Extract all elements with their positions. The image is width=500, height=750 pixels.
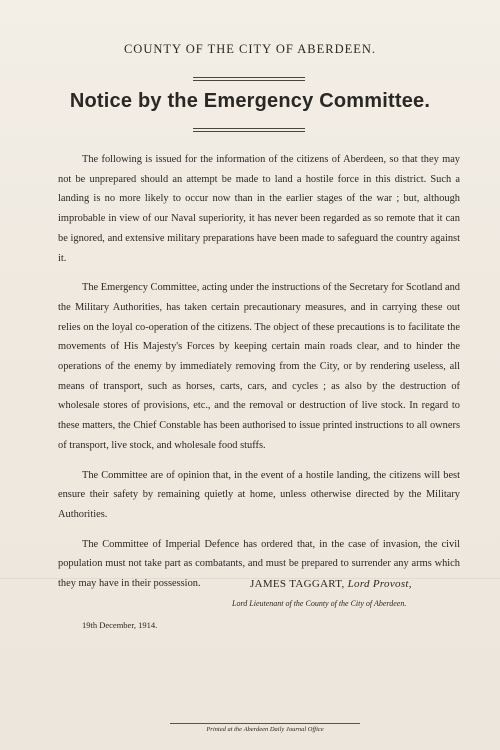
- printer-rule: [170, 723, 360, 724]
- signatory: [250, 578, 412, 590]
- paragraph-2: The Emergency Committee, acting under the instructions of the Secretary for Scotland and the Military Authorities, has taken certain precautionary measures, and in carrying these out relies on the loyal co-operation of the citizens. The object of these precautions is to facilitate the movements of His Majesty's Forces by keeping certain main roads clear, and to hinder the operations of the enemy by immediately removing from the City, or by rendering useless, all means of transport, such as horses, carts, cars, and cycles ; as also by the destruction of wholesale stores of provisions, etc., and the removal or destruction of live stock. In regard to these matters, the Chief Constable has been authorised to issue printed instructions to all owners of transport, live stock, and wholesale food stuffs.: [58, 282, 460, 451]
- title-rule-top: [193, 77, 305, 81]
- notice-body: [58, 150, 460, 604]
- signatory-role: Lord Provost,: [347, 578, 412, 590]
- title-rule-bottom: [193, 128, 305, 132]
- county-heading: COUNTY OF THE CITY OF ABERDEEN.: [123, 42, 377, 56]
- paragraph-3: The Committee are of opinion that, in the event of a hostile landing, the citizens will best ensure their safety by remaining quietly at home, unless otherwise directed by the Military Authorities.: [58, 469, 460, 520]
- paragraph-4: The Committee of Imperial Defence has ordered that, in the case of invasion, the civil population must not take part as combatants, and must be prepared to surrender any arms which they may have in their possession.: [58, 538, 460, 590]
- notice-date: 19th December, 1914.: [82, 620, 158, 630]
- printer-imprint: Printed at the Aberdeen Daily Journal Office: [206, 726, 324, 733]
- signatory-name: JAMES TAGGART,: [250, 578, 345, 590]
- page-title: Notice by the Emergency Committee.: [69, 90, 431, 112]
- paragraph-1: The following is issued for the information of the citizens of Aberdeen, so that they may not be unprepared should an attempt be made to land a hostile force in this district. Such a landing is no more likely to occur now than in the earlier stages of the war ; but, although improbable in view of our Naval superiority, it has never been regarded as so remote that it can be ignored, and extensive military preparations have been made to safeguard the country against it.: [58, 154, 460, 264]
- signatory-title: Lord Lieutenant of the County of the City of Aberdeen.: [232, 599, 407, 608]
